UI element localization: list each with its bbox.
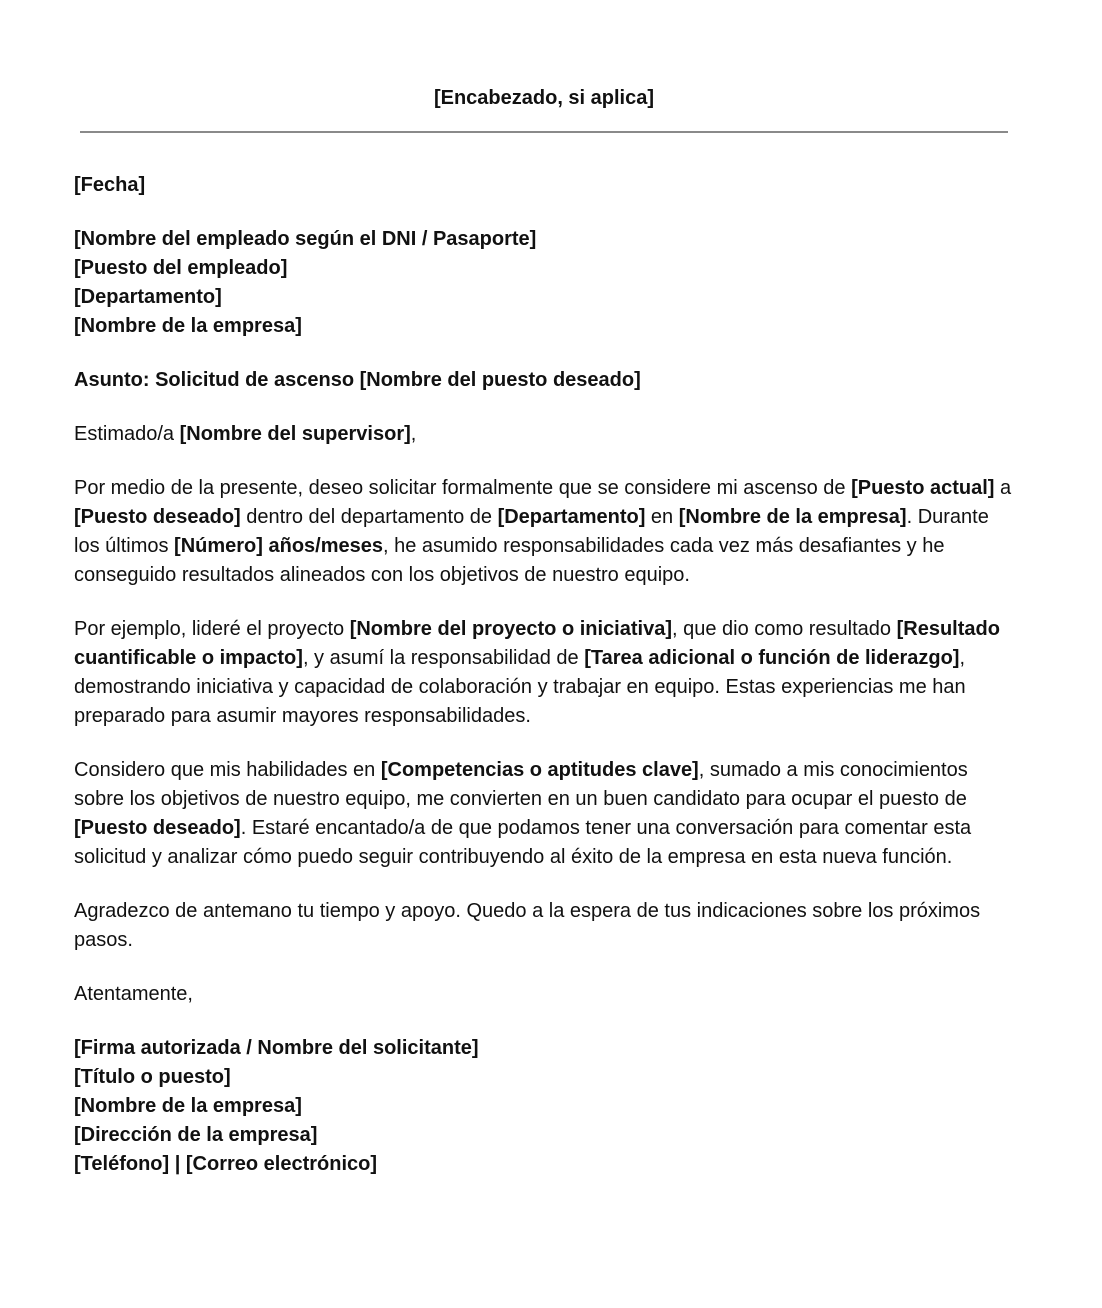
greeting bbox=[74, 420, 1019, 449]
supervisor-name: [Nombre del supervisor] bbox=[179, 423, 411, 445]
paragraph-1-text: . Durante los últimos bbox=[74, 506, 989, 557]
closing: Atentamente, bbox=[74, 983, 193, 1005]
department-field: [Departamento] bbox=[497, 506, 646, 528]
employee-company: [Nombre de la empresa] bbox=[74, 315, 302, 337]
paragraph-1-text: a bbox=[994, 477, 1012, 499]
paragraph-2-text: , y asumí la responsabilidad de bbox=[302, 647, 585, 669]
signature-block bbox=[74, 1034, 1019, 1179]
paragraph-4: Agradezco de antemano tu tiempo y apoyo. Quedo a la espera de tus indicaciones sobre los próximos pasos. bbox=[74, 900, 981, 951]
signature-title: [Título o puesto] bbox=[74, 1066, 231, 1088]
paragraph-2-text: , demostrando iniciativa y capacidad de colaboración y trabajar en equipo. Estas experiencias me han preparado para asumir mayores responsabilidades. bbox=[74, 647, 966, 727]
desired-position-field: [Puesto deseado] bbox=[74, 506, 241, 528]
paragraph-3-text: . Estaré encantado/a de que podamos tener una conversación para comentar esta solicitud y analizar cómo puedo seguir contribuyendo al éxito de la empresa en esta nueva función. bbox=[74, 817, 972, 868]
paragraph-3-text: , sumado a mis conocimientos sobre los objetivos de nuestro equipo, me convierten en un buen candidato para ocupar el puesto de bbox=[74, 759, 968, 810]
signature-company: [Nombre de la empresa] bbox=[74, 1095, 302, 1117]
paragraph-2-text: Por ejemplo, lideré el proyecto bbox=[74, 618, 350, 640]
desired-position-field: [Puesto deseado] bbox=[74, 817, 241, 839]
paragraph-2-text: , que dio como resultado bbox=[672, 618, 897, 640]
date-block bbox=[74, 171, 1019, 200]
paragraph-1-text: dentro del departamento de bbox=[240, 506, 498, 528]
subject-text: Asunto: Solicitud de ascenso [Nombre del puesto deseado] bbox=[74, 369, 641, 391]
paragraph-1-text: , he asumido responsabilidades cada vez más desafiantes y he conseguido resultados alineados con los objetivos de nuestro equipo. bbox=[74, 535, 945, 586]
signature-contact: [Teléfono] | [Correo electrónico] bbox=[74, 1153, 378, 1175]
subject-line bbox=[74, 366, 1019, 395]
letter-body bbox=[74, 171, 1019, 1204]
employee-position: [Puesto del empleado] bbox=[74, 257, 288, 279]
paragraph-1-text: en bbox=[645, 506, 679, 528]
company-field: [Nombre de la empresa] bbox=[678, 506, 907, 528]
current-position-field: [Puesto actual] bbox=[851, 477, 995, 499]
signature-name: [Firma autorizada / Nombre del solicitante] bbox=[74, 1037, 479, 1059]
paragraph-3-text: Considero que mis habilidades en bbox=[74, 759, 381, 781]
greeting-suffix: , bbox=[410, 423, 417, 445]
paragraph-1-text: Por medio de la presente, deseo solicitar formalmente que se considere mi ascenso de bbox=[74, 477, 852, 499]
paragraph-1 bbox=[74, 474, 1019, 590]
tenure-field: [Número] años/meses bbox=[174, 535, 383, 557]
result-field: [Resultado cuantificable o impacto] bbox=[74, 618, 1000, 669]
leadership-task-field: [Tarea adicional o función de liderazgo] bbox=[584, 647, 960, 669]
employee-block bbox=[74, 225, 1019, 341]
employee-name: [Nombre del empleado según el DNI / Pasaporte] bbox=[74, 228, 537, 250]
signature-address: [Dirección de la empresa] bbox=[74, 1124, 318, 1146]
employee-department: [Departamento] bbox=[74, 286, 222, 308]
skills-field: [Competencias o aptitudes clave] bbox=[380, 759, 699, 781]
paragraph-3 bbox=[74, 756, 1019, 872]
header-divider bbox=[80, 131, 1008, 133]
greeting-prefix: Estimado/a bbox=[74, 423, 180, 445]
document-header: [Encabezado, si aplica] bbox=[433, 87, 655, 109]
paragraph-2 bbox=[74, 615, 1019, 731]
project-name-field: [Nombre del proyecto o iniciativa] bbox=[349, 618, 672, 640]
date-field: [Fecha] bbox=[74, 174, 146, 196]
